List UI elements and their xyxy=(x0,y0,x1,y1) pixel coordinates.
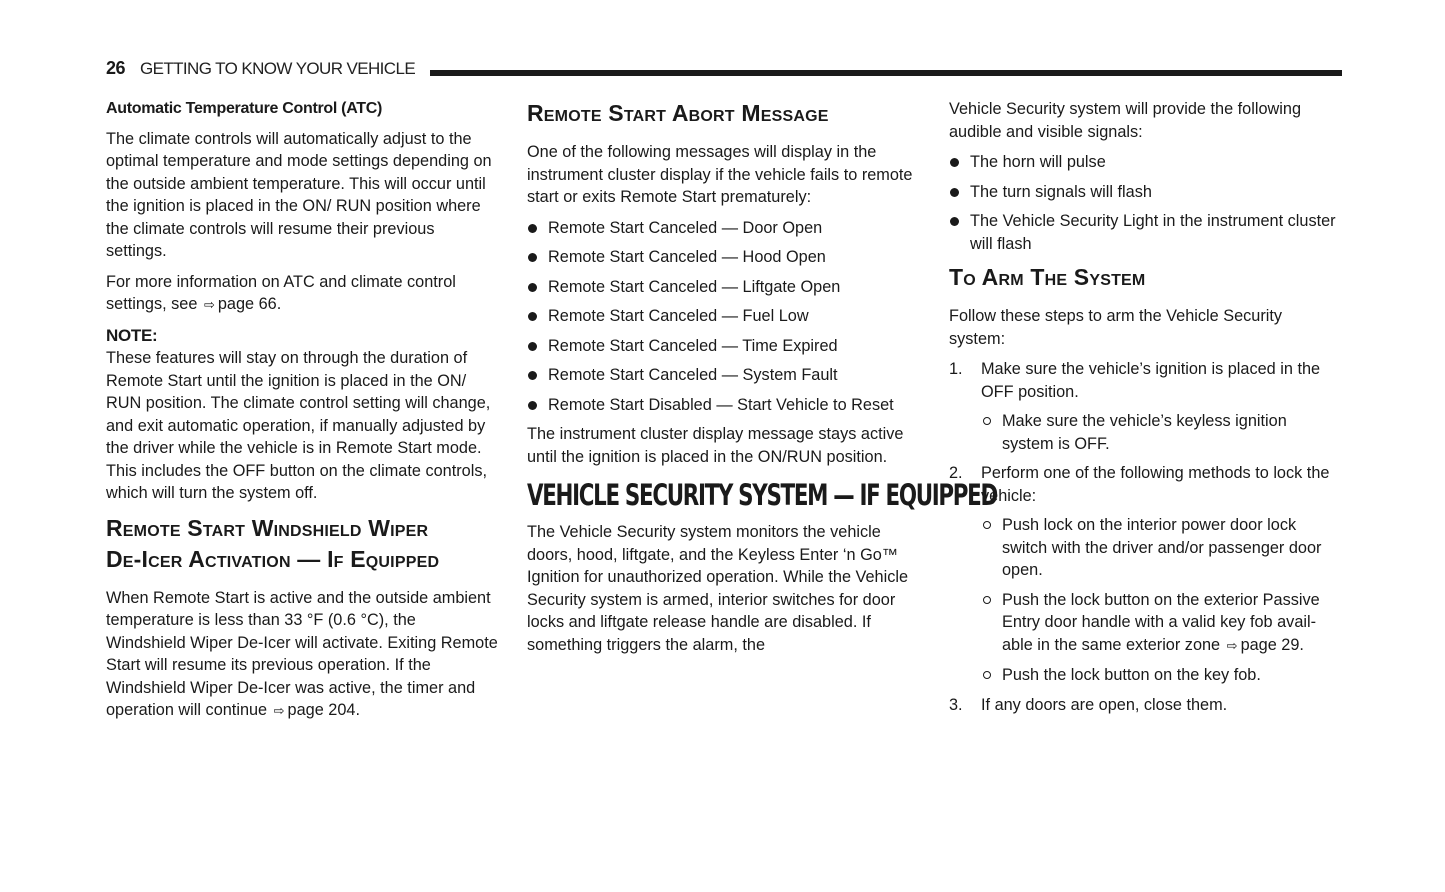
step-sublist xyxy=(981,514,1341,687)
step-number: 2. xyxy=(949,464,963,482)
list-item: Remote Start Canceled — Time Expired xyxy=(527,335,919,358)
abort-message-list xyxy=(527,217,919,417)
step-number: 3. xyxy=(949,695,963,714)
note-text: These features will stay on through the duration of Remote Start until the ignition is placed in the ON/ RUN position. The climate control setting will change, and exit automatic operation, if manually adjusted by the driver while the vehicle is in Remote Start mode. This includes the OFF button on the climate controls, which will turn the system off. xyxy=(106,349,491,502)
sub-item: Make sure the vehicle’s keyless ignition system is OFF. xyxy=(981,410,1341,455)
list-item: Remote Start Canceled — Liftgate Open xyxy=(527,276,919,299)
list-item: Remote Start Canceled — Fuel Low xyxy=(527,305,919,328)
sub-item-text: Push the lock button on the exterior Passive Entry door handle with a valid key fob avail-able in the same exterior zone xyxy=(1002,590,1320,654)
abort-message-heading: Remote Start Abort Message xyxy=(527,100,829,126)
arm-intro: Follow these steps to arm the Vehicle Security system: xyxy=(949,307,1283,348)
signals-list xyxy=(949,151,1341,255)
step-text: If any doors are open, close them. xyxy=(981,695,1228,714)
arm-system-heading: To Arm The System xyxy=(949,264,1146,290)
page-reference-arrow-icon: ⇨ xyxy=(203,297,215,312)
step-sublist xyxy=(981,410,1341,455)
vehicle-security-paragraph: The Vehicle Security system monitors the vehicle doors, hood, liftgate, and the Keyless Enter ‘n Go™ Ignition for unauthorized operation. While the Vehicle Security system is armed, interior switches for door locks and liftgate release handle are disabled. If something triggers the alarm, the xyxy=(527,523,909,654)
wiper-heading-line1: Remote Start Windshield Wiper xyxy=(106,514,429,541)
list-item: Remote Start Canceled — Hood Open xyxy=(527,246,919,269)
column-middle xyxy=(527,98,997,664)
column-left xyxy=(106,98,498,731)
sub-item: Push lock on the interior power door lock switch with the driver and/or passenger door open. xyxy=(981,514,1341,582)
atc-heading: Automatic Temperature Control (ATC) xyxy=(106,100,383,117)
page-reference-arrow-icon: ⇨ xyxy=(1226,637,1238,653)
vehicle-security-heading: VEHICLE SECURITY SYSTEM — IF EQUIPPED xyxy=(527,478,997,512)
step-item xyxy=(949,358,1341,455)
list-item: Remote Start Canceled — Door Open xyxy=(527,217,919,240)
step-item xyxy=(949,462,1341,687)
arm-steps xyxy=(949,358,1341,716)
step-text: Perform one of the following methods to lock the vehicle: xyxy=(981,464,1330,505)
list-item: The turn signals will flash xyxy=(949,181,1341,204)
step-text: Make sure the vehicle’s ignition is placed in the OFF position. xyxy=(981,360,1321,401)
section-title: GETTING TO KNOW YOUR VEHICLE xyxy=(140,59,416,78)
atc-more-info-text: For more information on ATC and climate control settings, see xyxy=(106,272,456,313)
column-right xyxy=(949,98,1341,723)
signals-intro: Vehicle Security system will provide the following audible and visible signals: xyxy=(949,100,1302,141)
wiper-deicer-heading xyxy=(106,513,498,575)
atc-more-info xyxy=(106,271,498,317)
page-reference-link[interactable]: page 66. xyxy=(217,295,282,313)
wiper-paragraph-text: When Remote Start is active and the outside ambient temperature is less than 33 °F (0.6 °C), the Windshield Wiper De-Icer will activate. Exiting Remote Start will resume its previous operation. If the Windshield Wiper De-Icer was active, the timer and operation will continue xyxy=(106,588,498,719)
note-label: NOTE: xyxy=(106,325,158,345)
list-item: Remote Start Disabled — Start Vehicle to Reset xyxy=(527,394,919,417)
abort-intro: One of the following messages will display in the instrument cluster display if the vehicle fails to remote start or exits Remote Start prematurely: xyxy=(527,143,913,206)
header-rule xyxy=(430,70,1342,76)
page-reference-link[interactable]: page 29. xyxy=(1240,635,1304,654)
atc-paragraph: The climate controls will automatically adjust to the optimal temperature and mode settings depending on the outside ambient temperature. This will occur until the ignition is placed in the ON/ RUN position where the climate controls will resume their previous settings. xyxy=(106,129,492,260)
list-item: Remote Start Canceled — System Fault xyxy=(527,364,919,387)
page-header xyxy=(106,58,1342,80)
wiper-paragraph xyxy=(106,587,498,723)
step-number: 1. xyxy=(949,360,963,378)
step-item xyxy=(949,694,1341,717)
list-item: The Vehicle Security Light in the instrument cluster will flash xyxy=(949,210,1341,255)
sub-item: Push the lock button on the key fob. xyxy=(981,664,1341,687)
list-item: The horn will pulse xyxy=(949,151,1341,174)
sub-item xyxy=(981,589,1341,658)
page-reference-arrow-icon: ⇨ xyxy=(273,703,285,718)
abort-outro: The instrument cluster display message stays active until the ignition is placed in the ON/RUN position. xyxy=(527,425,904,466)
wiper-heading-line2: De-Icer Activation — If Equipped xyxy=(106,545,440,572)
page-number: 26 xyxy=(106,58,126,78)
page-reference-link[interactable]: page 204. xyxy=(287,701,360,719)
